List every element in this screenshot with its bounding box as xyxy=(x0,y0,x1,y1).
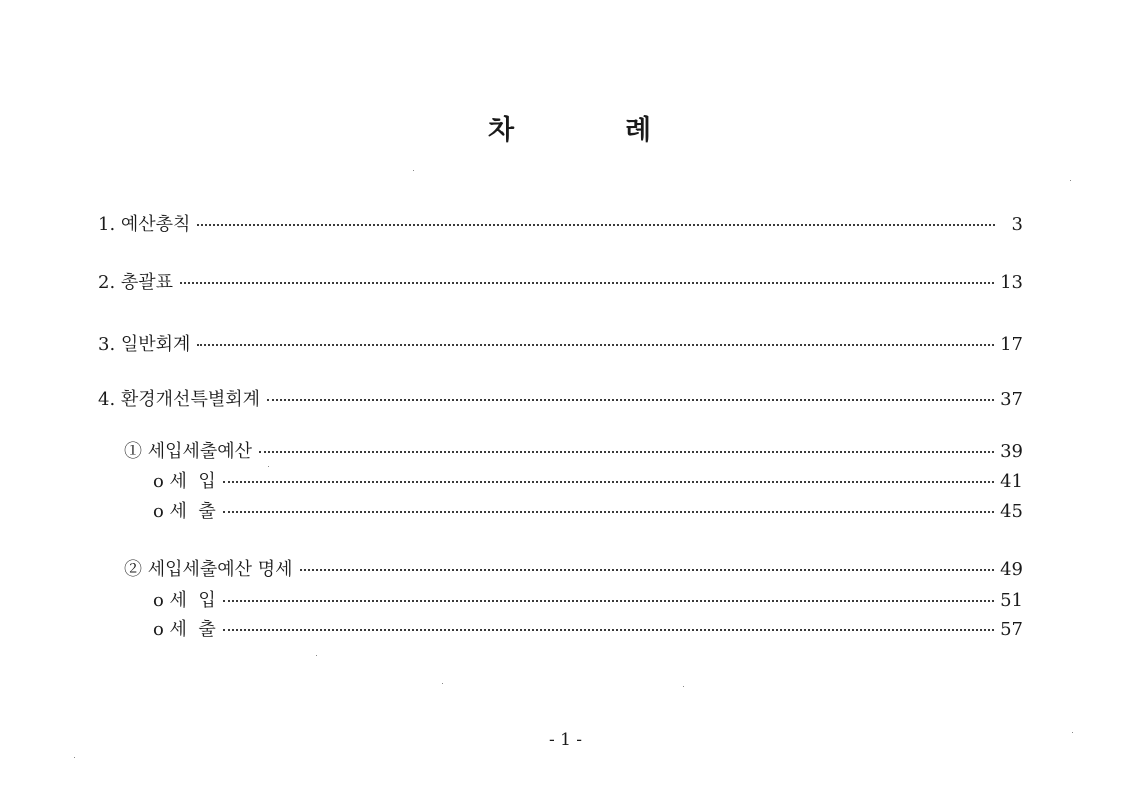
toc-entry-label: o 세 출 xyxy=(153,501,216,522)
toc-entry[interactable] xyxy=(98,388,1023,412)
toc-subentry[interactable] xyxy=(153,500,1023,524)
dot-leader xyxy=(197,344,994,346)
toc-entry-label: 1. 예산총칙 xyxy=(98,214,191,235)
toc-entry-page: 45 xyxy=(1000,501,1023,522)
dot-leader xyxy=(300,569,995,571)
dot-leader xyxy=(267,399,994,401)
toc-entry[interactable] xyxy=(98,213,1023,237)
scan-speck xyxy=(316,655,317,656)
scan-speck xyxy=(442,683,443,684)
toc-entry-page: 41 xyxy=(1000,471,1023,492)
toc-subentry[interactable] xyxy=(124,558,1023,582)
toc-subentry[interactable] xyxy=(124,440,1023,464)
toc-entry-label: 4. 환경개선특별회계 xyxy=(98,389,260,410)
toc-entry-page: 13 xyxy=(1000,272,1023,293)
scan-speck xyxy=(683,686,684,687)
toc-entry-label: 3. 일반회계 xyxy=(98,334,191,355)
toc-entry-label: 2. 총괄표 xyxy=(98,272,174,293)
toc-entry-page: 3 xyxy=(1011,214,1023,235)
toc-entry[interactable] xyxy=(98,333,1023,357)
toc-entry[interactable] xyxy=(98,271,1023,295)
page-title xyxy=(0,108,1131,148)
toc-entry-page: 51 xyxy=(1000,590,1023,611)
dot-leader xyxy=(223,511,994,513)
page-number: - 1 - xyxy=(548,730,583,750)
scan-speck xyxy=(413,170,414,171)
toc-entry-label: ① 세입세출예산 xyxy=(124,441,253,462)
toc-subentry[interactable] xyxy=(153,589,1023,613)
toc-entry-label: ② 세입세출예산 명세 xyxy=(124,559,293,580)
toc-entry-label: o 세 출 xyxy=(153,619,216,640)
dot-leader xyxy=(180,282,994,284)
title-char-1: 차 xyxy=(488,115,515,146)
toc-entry-page: 39 xyxy=(1000,441,1023,462)
scan-speck xyxy=(1072,732,1073,733)
dot-leader xyxy=(223,629,994,631)
scan-speck xyxy=(74,757,75,758)
scan-speck xyxy=(268,466,269,467)
scan-speck xyxy=(1070,180,1071,181)
toc-entry-label: o 세 입 xyxy=(153,590,216,611)
dot-leader xyxy=(197,224,995,226)
toc-subentry[interactable] xyxy=(153,618,1023,642)
toc-subentry[interactable] xyxy=(153,470,1023,494)
dot-leader xyxy=(223,600,994,602)
dot-leader xyxy=(223,481,994,483)
toc-entry-page: 37 xyxy=(1000,389,1023,410)
title-char-2: 례 xyxy=(625,115,652,146)
toc-entry-page: 49 xyxy=(1000,559,1023,580)
toc-entry-page: 57 xyxy=(1000,619,1023,640)
dot-leader xyxy=(259,451,994,453)
toc-entry-label: o 세 입 xyxy=(153,471,216,492)
toc-entry-page: 17 xyxy=(1000,334,1023,355)
